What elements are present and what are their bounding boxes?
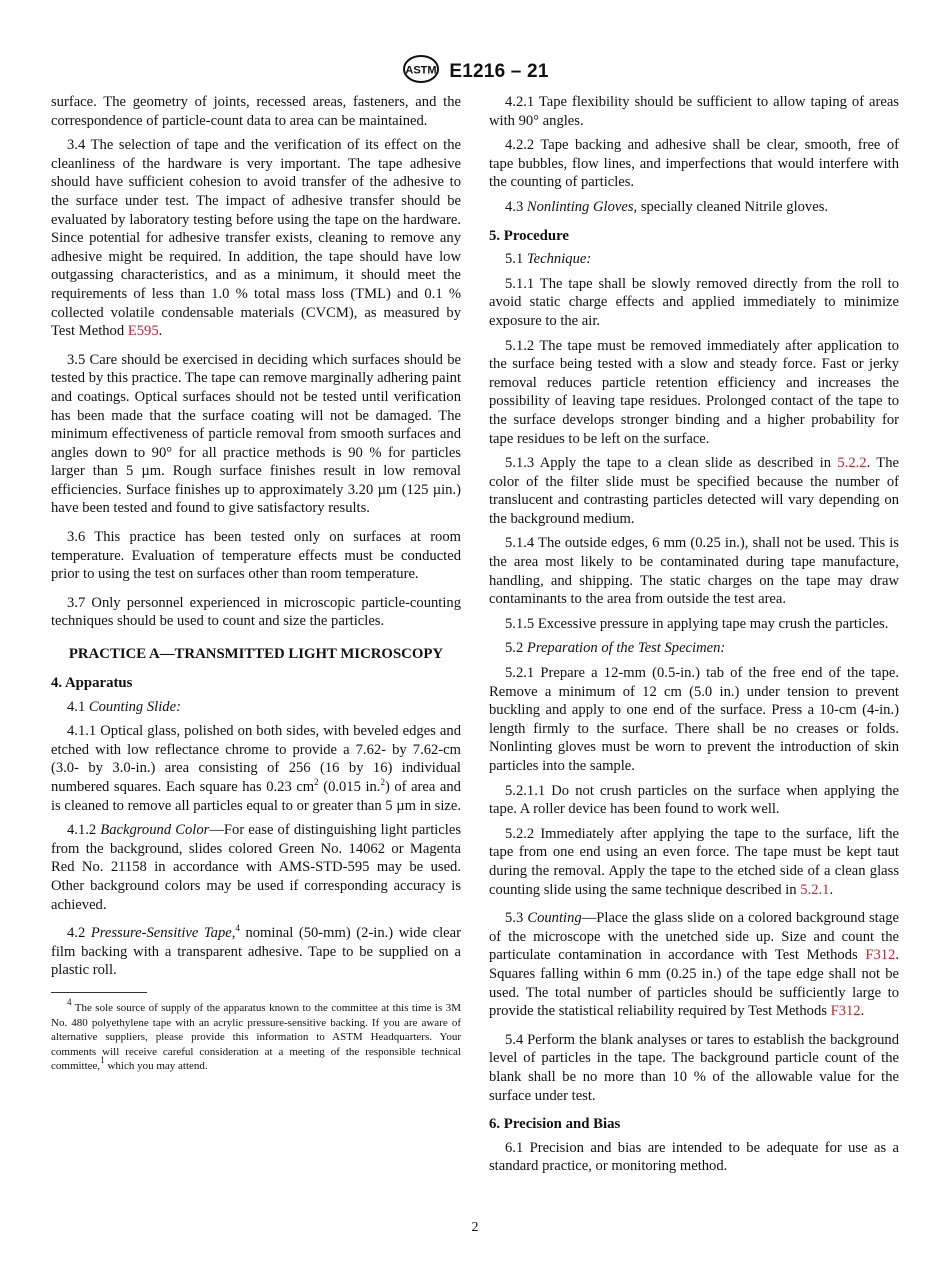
paragraph-5-1: 5.1 Technique: (505, 251, 592, 268)
paragraph-4-1: 4.1 Counting Slide: (67, 698, 181, 715)
paragraph-5-3: 5.3 Counting—Place the glass slide on a colored background stage of the microscope with the unetched side up. Size and count the particulate contamination in accordance with Test Methods F312. Squares falling within 6 mm (0.25 in.) of the tape edge shall not be used. The total number of particles should be sufficiently large to provide the statistical reliability required by Test Methods F312. (489, 910, 899, 1020)
right-column (489, 93, 899, 1182)
paragraph-4-2: 4.2 Pressure-Sensitive Tape,$^4$ nominal (50-mm) (2-in.) wide clear film backing with a transparent adhesive. Tape to be supplied on a plastic roll. (51, 923, 461, 979)
paragraph-3-5: 3.5 Care should be exercised in deciding which surfaces should be tested by this practice. The tape can remove marginally adhering paint and coatings. Optical surfaces should not be tested until verification has been made that the surface coating will not be damaged. The minimum effectiveness of particle removal from smooth surfaces and angles down to 90° for all practice methods is 90 % for particles larger than 5 µm. Rough surface finishes result in low removal efficiencies. Surface finishes up to approximately 3.20 µm (125 µin.) have been tested and found to give satisfactory results. (51, 351, 461, 517)
practice-a-heading: PRACTICE A—TRANSMITTED LIGHT MICROSCOPY (68, 646, 444, 663)
document-id: E1216 – 21 (449, 60, 549, 82)
svg-text:ASTM: ASTM (405, 64, 437, 77)
ref-f312-b[interactable]: F312 (830, 1003, 861, 1020)
paragraph-6-1: 6.1 Precision and bias are intended to be adequate for use as a standard practice, or monitoring method. (489, 1139, 899, 1175)
page-header (0, 54, 950, 89)
footnote-divider (51, 992, 147, 993)
section-6-heading: 6. Precision and Bias (489, 1116, 621, 1133)
paragraph-5-1-1: 5.1.1 The tape shall be slowly removed directly from the roll to avoid static charge effects and applied immediately to minimize exposure to the air. (489, 275, 899, 329)
section-5-heading: 5. Procedure (489, 227, 569, 244)
paragraph-5-1-3: 5.1.3 Apply the tape to a clean slide as described in 5.2.2. The color of the filter slide must be specified because the number of translucent and contrasting particles detected will vary depending on the background medium. (489, 455, 899, 527)
paragraph-5-2-1: 5.2.1 Prepare a 12-mm (0.5-in.) tab of the free end of the tape. Remove a minimum of 12 cm (5.0 in.) under tension to prevent buckling and apply to one end of the surface. Press a 10-cm (4-in.) length firmly to the surface. There shall be no creases or folds. Nonlinting gloves must be worn to prevent the introduction of skin particles into the sample. (489, 665, 899, 774)
paragraph-4-2-1: 4.2.1 Tape flexibility should be sufficient to allow taping of areas with 90° angles. (489, 94, 899, 129)
paragraph-5-2: 5.2 Preparation of the Test Specimen: (505, 640, 726, 657)
paragraph-3-7: 3.7 Only personnel experienced in microscopic particle-counting techniques should be used to count and size the particles. (51, 594, 461, 630)
paragraph-4-1-1: 4.1.1 Optical glass, polished on both sides, with beveled edges and etched with low reflectance chrome to provide a 7.62- by 7.62-cm (3.0- by 3.0-in.) area consisting of 256 (16 by 16) individual numbered squares. Each square has 0.23 $cm^2$ (0.015 in.$^2$) of area and is cleaned to remove all particles equal to or greater than 5 µm in size. (51, 723, 461, 814)
paragraph-5-4: 5.4 Perform the blank analyses or tares to establish the background level of particles in the tape. The background particle count of the blank shall be no more than 10 % of the allowable value for the surface under test. (489, 1031, 899, 1104)
paragraph-5-1-5: 5.1.5 Excessive pressure in applying tape may crush the particles. (505, 615, 889, 632)
paragraph-5-2-1-1: 5.2.1.1 Do not crush particles on the surface when applying the tape. A roller device has been found to work well. (489, 782, 899, 818)
paragraph-5-1-4: 5.1.4 The outside edges, 6 mm (0.25 in.), shall not be used. This is the area most likely to be contaminated during tape manufacture, handling, and shipping. The static charges on the tape may draw contaminants to the area from outside the test area. (489, 535, 899, 608)
ref-5-2-2[interactable]: 5.2.2 (837, 455, 867, 472)
paragraph-4-3: 4.3 Nonlinting Gloves, specially cleaned Nitrile gloves. (505, 198, 829, 215)
left-column (51, 93, 461, 1074)
paragraph-5-1-2: 5.1.2 The tape must be removed immediately after application to the surface being tested with a slow and steady force. Fast or jerky removal reduces particle retention efficiency and increases the possibility of leaving tape residues. Prolonged contact of the tape to the surface develops stronger binding and a higher probability for tape residues to be left on the surface. (489, 337, 899, 447)
paragraph-3-4: 3.4 The selection of tape and the verification of its effect on the cleanliness of the hardware is very important. The tape adhesive should have sufficient cohesion to avoid transfer of the adhesive to the surface under test. The impact of adhesive transfer should be evaluated by laboratory testing before using the tape on the hardware. Since potential for adhesive transfer exists, cleaning to remove any adhesive might be required. In addition, the tape should have low outgassing characteristics, and as a minimum, it should meet the requirements of less than 1.0 % total mass loss (TML) and 0.1 % collected volatile condensable materials (CVCM), as measured by Test Method E595. (51, 137, 461, 340)
ref-5-2-1[interactable]: 5.2.1 (800, 881, 830, 898)
section-4-heading: 4. Apparatus (51, 675, 133, 692)
footnote-4: $^4$ The sole source of supply of the apparatus known to the committee at this time is 3M No. 480 polyethylene tape with an acrylic pressure-sensitive backing. If you are aware of alternative suppliers, please provide this information to ASTM Headquarters. Your comments will receive careful consideration at a meeting of the responsible technical committee,$^1$ which you may attend. (51, 996, 461, 1073)
paragraph-5-2-2: 5.2.2 Immediately after applying the tape to the surface, lift the tape from one end using an even force. The tape must be kept taut during the removal. Apply the tape to the etched side of a clean glass counting slide using the same technique described in 5.2.1. (489, 825, 899, 898)
ref-f312-a[interactable]: F312 (865, 947, 896, 964)
paragraph-4-2-2: 4.2.2 Tape backing and adhesive shall be clear, smooth, free of tape bubbles, flow lines, and imperfections that would interfere with the counting of particles. (489, 137, 899, 191)
page-number: 2 (471, 1220, 479, 1235)
astm-logo (401, 54, 441, 89)
paragraph-continuation: surface. The geometry of joints, recessed areas, fasteners, and the correspondence of particle-count data to area can be maintained. (51, 94, 461, 129)
paragraph-3-6: 3.6 This practice has been tested only on surfaces at room temperature. Evaluation of temperature effects must be conducted prior to using the test on surfaces other than room temperature. (51, 529, 461, 583)
ref-e595[interactable]: E595 (127, 323, 159, 340)
paragraph-4-1-2: 4.1.2 Background Color—For ease of distinguishing light particles from the background, slides colored Green No. 14062 or Magenta Red No. 21158 in accordance with AMS-STD-595 may be used. Other background colors may be used if corresponding accuracy is achieved. (51, 822, 461, 913)
